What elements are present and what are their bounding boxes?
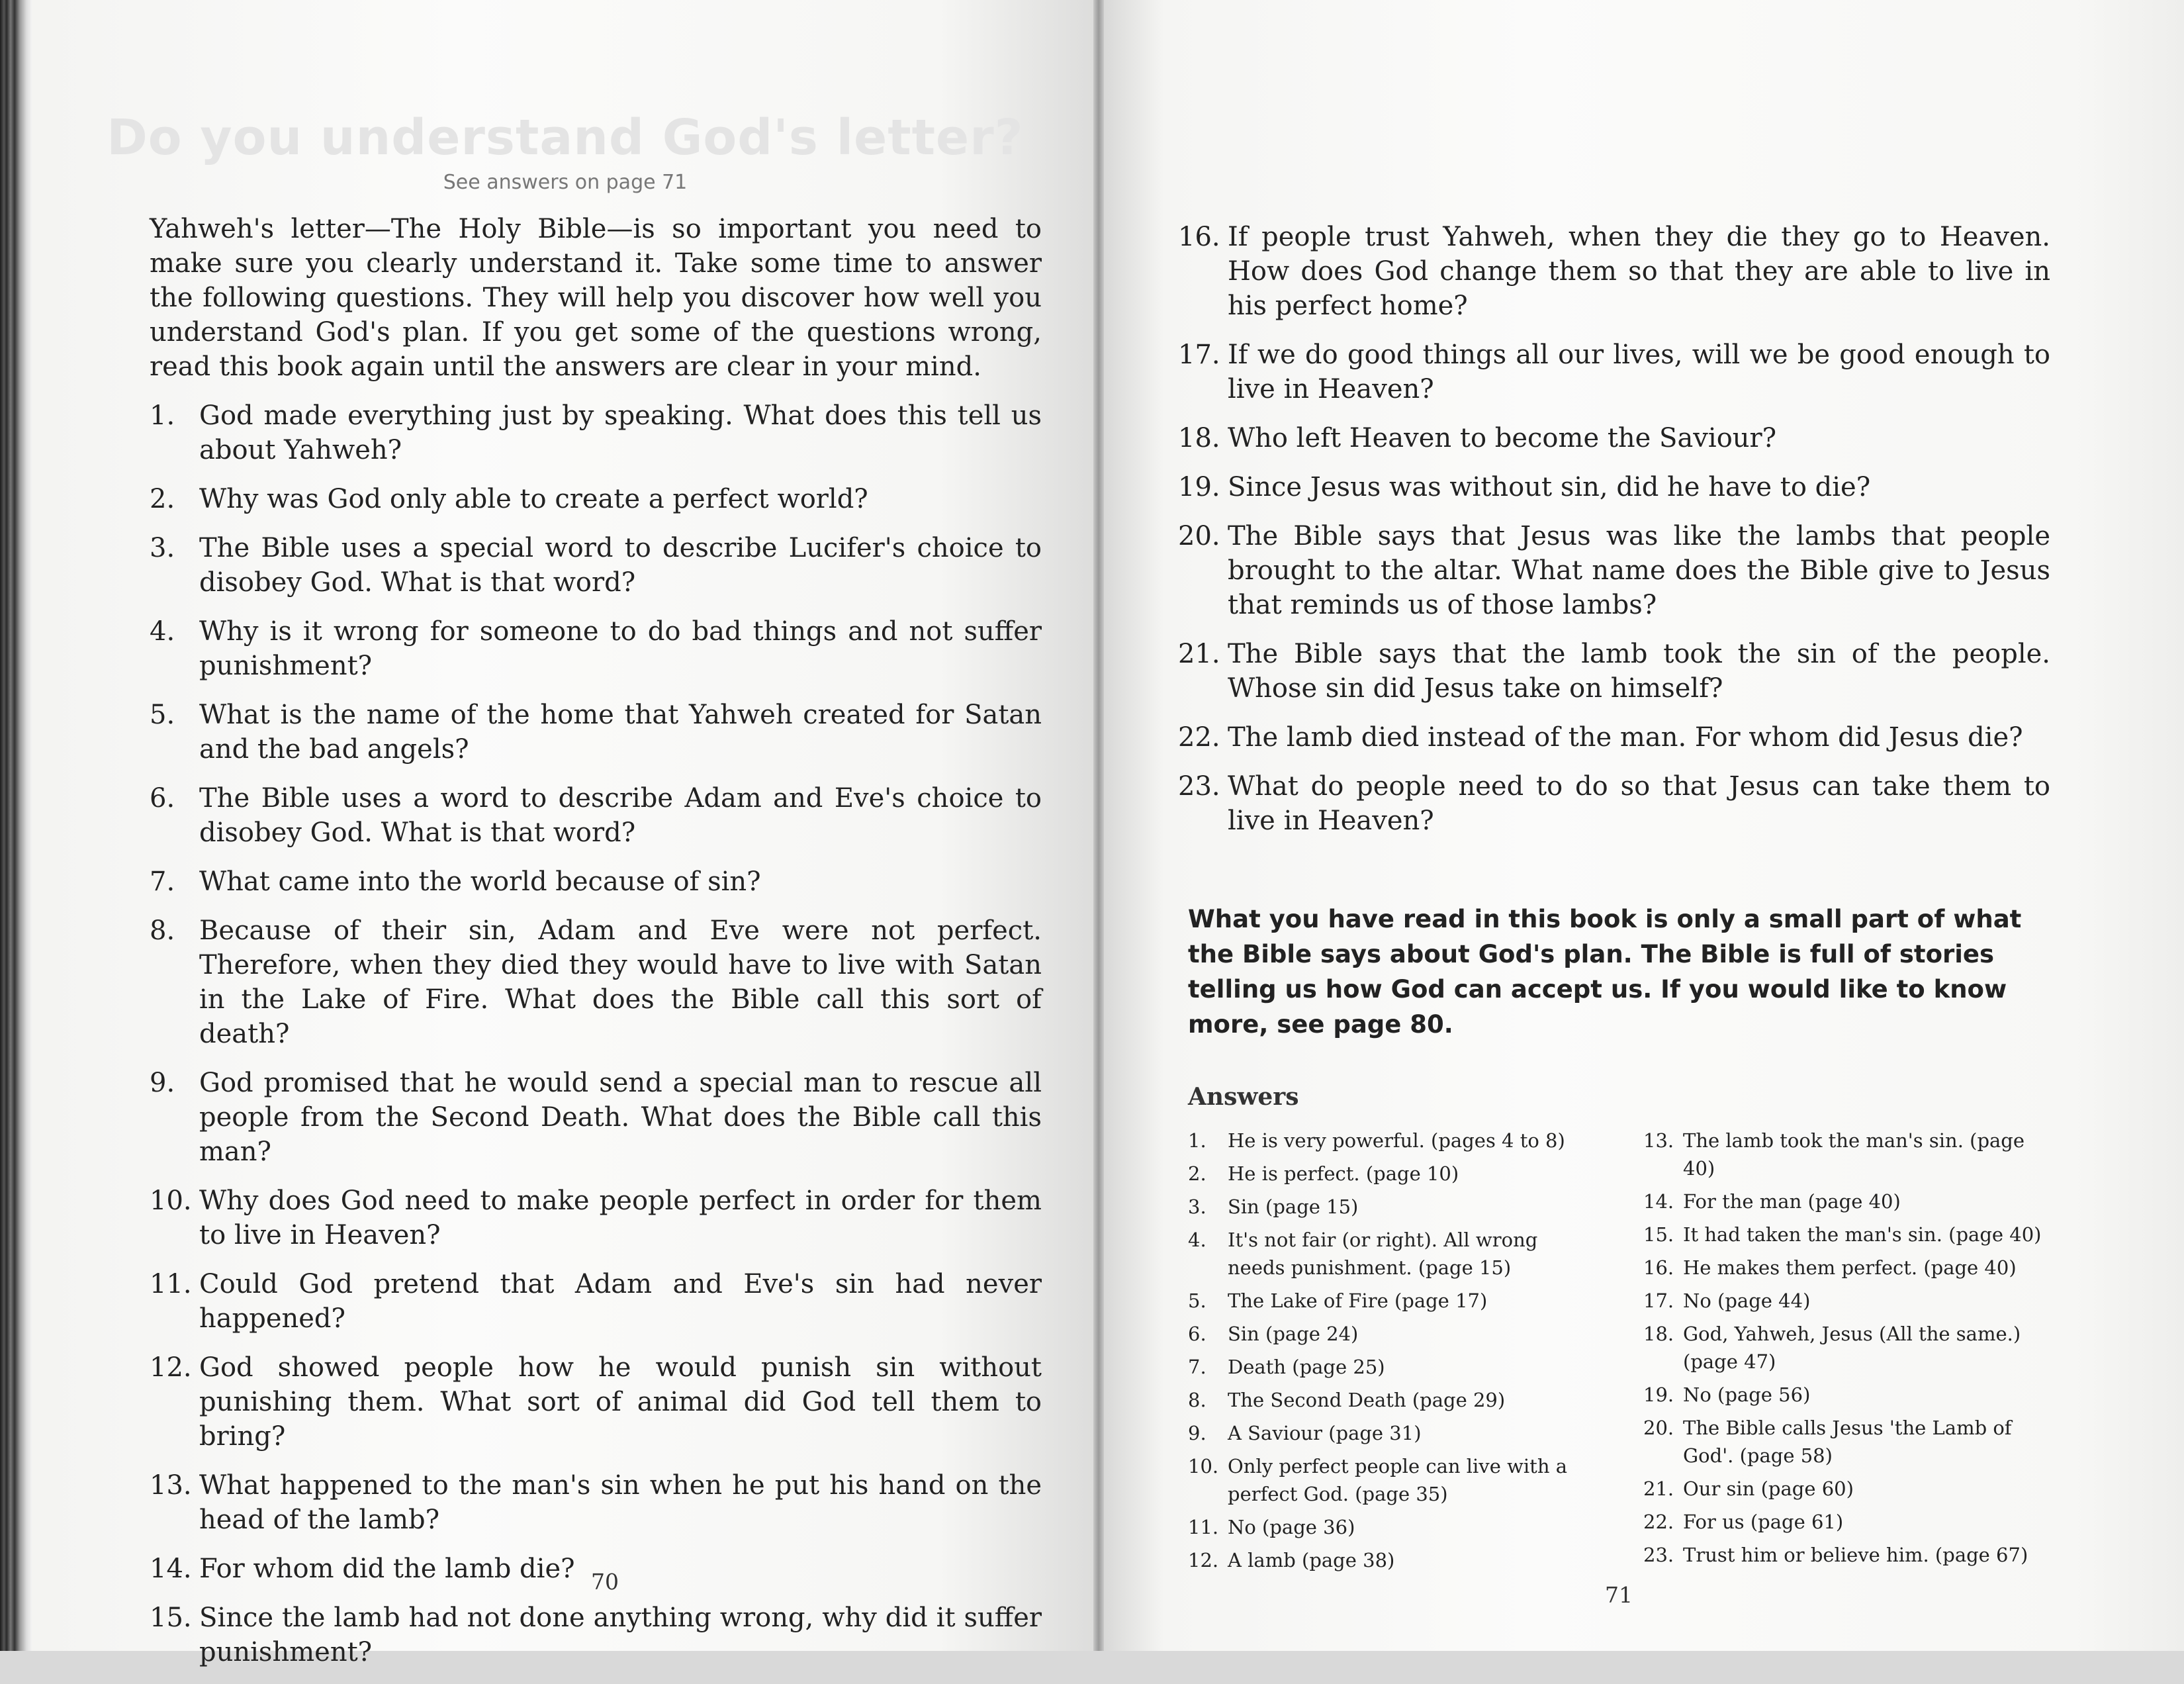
answer-number: 2. xyxy=(1188,1162,1206,1185)
answer-number: 8. xyxy=(1188,1389,1206,1411)
question-text: Since the lamb had not done anything wrong, why did it suffer punishment? xyxy=(199,1603,1042,1667)
answer-text: He is perfect. (page 10) xyxy=(1228,1162,1459,1185)
book-gutter xyxy=(1093,0,1104,1651)
page-subtitle: See answers on page 71 xyxy=(443,171,688,194)
answer-item xyxy=(1643,1127,2054,1182)
answer-item xyxy=(1188,1546,1598,1574)
question-text: What came into the world because of sin? xyxy=(199,866,761,897)
answer-text: Trust him or believe him. (page 67) xyxy=(1683,1544,2028,1566)
question-number: 8. xyxy=(150,915,175,946)
answer-item xyxy=(1188,1386,1598,1414)
answer-item xyxy=(1643,1381,2054,1409)
answer-number: 10. xyxy=(1188,1455,1219,1477)
answers-heading: Answers xyxy=(1188,1083,1299,1111)
question-text: Who left Heaven to become the Saviour? xyxy=(1228,423,1777,453)
answer-number: 6. xyxy=(1188,1323,1206,1345)
answer-number: 17. xyxy=(1643,1289,1674,1312)
question-text: The Bible says that the lamb took the sin of the people. Whose sin did Jesus take on himself? xyxy=(1228,639,2050,704)
answer-text: Sin (page 15) xyxy=(1228,1195,1359,1218)
page-number: 70 xyxy=(591,1569,619,1595)
answer-number: 13. xyxy=(1643,1129,1674,1152)
answer-number: 22. xyxy=(1643,1511,1674,1533)
question-number: 21. xyxy=(1178,639,1220,669)
page-title: Do you understand God's letter? xyxy=(107,109,1024,166)
answer-number: 14. xyxy=(1643,1190,1674,1213)
answer-text: God, Yahweh, Jesus (All the same.) (page 47) xyxy=(1683,1323,2021,1373)
question-text: What happened to the man's sin when he put his hand on the head of the lamb? xyxy=(199,1470,1042,1535)
question-item xyxy=(150,1184,1042,1252)
question-number: 17. xyxy=(1178,340,1220,370)
answer-item xyxy=(1188,1419,1598,1447)
answer-number: 16. xyxy=(1643,1256,1674,1279)
answer-item xyxy=(1188,1287,1598,1315)
question-text: The lamb died instead of the man. For whom did Jesus die? xyxy=(1228,722,2023,753)
question-item xyxy=(1178,720,2050,755)
answer-text: The Second Death (page 29) xyxy=(1228,1389,1506,1411)
question-text: God showed people how he would punish sin without punishing them. What sort of animal did God tell them to bring? xyxy=(199,1352,1042,1452)
answer-text: Death (page 25) xyxy=(1228,1356,1385,1378)
question-item xyxy=(150,614,1042,683)
question-number: 23. xyxy=(1178,771,1220,802)
question-text: Why was God only able to create a perfect world? xyxy=(199,484,868,514)
question-item xyxy=(1178,470,2050,504)
question-item xyxy=(150,781,1042,850)
answer-item xyxy=(1188,1320,1598,1348)
question-item xyxy=(1178,220,2050,323)
answer-item xyxy=(1643,1254,2054,1282)
answer-text: Our sin (page 60) xyxy=(1683,1477,1854,1500)
question-item xyxy=(150,865,1042,899)
question-item xyxy=(150,913,1042,1051)
answer-number: 7. xyxy=(1188,1356,1206,1378)
question-number: 14. xyxy=(150,1554,192,1584)
answer-number: 3. xyxy=(1188,1195,1206,1218)
answer-number: 5. xyxy=(1188,1289,1206,1312)
question-number: 10. xyxy=(150,1186,192,1216)
question-text: Because of their sin, Adam and Eve were not perfect. Therefore, when they died they would have to live with Satan in the Lake of Fire. What does the Bible call this sort of death? xyxy=(199,915,1042,1049)
question-item xyxy=(150,1350,1042,1454)
question-text: Why is it wrong for someone to do bad things and not suffer punishment? xyxy=(199,616,1042,681)
answer-text: For the man (page 40) xyxy=(1683,1190,1901,1213)
question-item xyxy=(150,698,1042,767)
answer-item xyxy=(1643,1221,2054,1248)
question-text: The Bible uses a word to describe Adam and Eve's choice to disobey God. What is that word? xyxy=(199,783,1042,848)
question-text: Since Jesus was without sin, did he have to die? xyxy=(1228,472,1871,502)
answer-text: It had taken the man's sin. (page 40) xyxy=(1683,1223,2042,1246)
question-item xyxy=(150,482,1042,516)
question-item xyxy=(150,1468,1042,1537)
answer-item xyxy=(1643,1414,2054,1470)
question-number: 22. xyxy=(1178,722,1220,753)
answer-item xyxy=(1643,1541,2054,1569)
question-number: 5. xyxy=(150,700,175,730)
answer-item xyxy=(1643,1320,2054,1376)
question-text: The Bible uses a special word to describe Lucifer's choice to disobey God. What is that word? xyxy=(199,533,1042,598)
answer-item xyxy=(1643,1188,2054,1215)
answer-item xyxy=(1188,1353,1598,1381)
intro-paragraph: Yahweh's letter—The Holy Bible—is so important you need to make sure you clearly understand it. Take some time to answer the following questions. They will help you discover how well you understand God's plan. If you get some of the questions wrong, read this book again until the answers are clear in your mind. xyxy=(150,214,1042,382)
closing-paragraph: What you have read in this book is only a small part of what the Bible says about God's plan. The Bible is full of stories telling us how God can accept us. If you would like to know more, see page 80. xyxy=(1188,905,2022,1039)
question-text: God promised that he would send a special man to rescue all people from the Second Death. What does the Bible call this man? xyxy=(199,1068,1042,1167)
answer-number: 1. xyxy=(1188,1129,1206,1152)
question-text: What is the name of the home that Yahweh created for Satan and the bad angels? xyxy=(199,700,1042,765)
answer-item xyxy=(1188,1452,1598,1508)
question-item xyxy=(150,1066,1042,1169)
answer-number: 19. xyxy=(1643,1383,1674,1406)
answer-number: 4. xyxy=(1188,1229,1206,1251)
question-list-left xyxy=(150,398,1042,1684)
answer-text: No (page 56) xyxy=(1683,1383,1811,1406)
answer-item xyxy=(1643,1508,2054,1536)
question-text: God made everything just by speaking. What does this tell us about Yahweh? xyxy=(199,400,1042,465)
answer-text: No (page 36) xyxy=(1228,1516,1355,1538)
answer-item xyxy=(1188,1160,1598,1188)
answer-number: 9. xyxy=(1188,1422,1206,1444)
answer-text: A lamb (page 38) xyxy=(1228,1549,1395,1571)
answer-text: It's not fair (or right). All wrong needs punishment. (page 15) xyxy=(1228,1229,1538,1279)
question-text: If we do good things all our lives, will we be good enough to live in Heaven? xyxy=(1228,340,2050,404)
answer-text: Sin (page 24) xyxy=(1228,1323,1359,1345)
answer-item xyxy=(1643,1287,2054,1315)
question-number: 2. xyxy=(150,484,175,514)
answer-number: 20. xyxy=(1643,1417,1674,1439)
question-item xyxy=(150,398,1042,467)
question-item xyxy=(1178,637,2050,706)
question-item xyxy=(150,1267,1042,1336)
answer-item xyxy=(1188,1513,1598,1541)
question-number: 12. xyxy=(150,1352,192,1383)
book-edge xyxy=(0,0,32,1651)
page-number: 71 xyxy=(1605,1582,1633,1608)
answer-text: The Lake of Fire (page 17) xyxy=(1228,1289,1488,1312)
answer-number: 21. xyxy=(1643,1477,1674,1500)
question-number: 16. xyxy=(1178,222,1220,252)
answer-number: 12. xyxy=(1188,1549,1219,1571)
answer-text: For us (page 61) xyxy=(1683,1511,1844,1533)
question-number: 13. xyxy=(150,1470,192,1501)
answer-text: He makes them perfect. (page 40) xyxy=(1683,1256,2017,1279)
question-number: 6. xyxy=(150,783,175,814)
question-item xyxy=(150,531,1042,600)
question-text: Could God pretend that Adam and Eve's sin had never happened? xyxy=(199,1269,1042,1334)
answer-item xyxy=(1643,1475,2054,1503)
question-number: 1. xyxy=(150,400,175,431)
answer-number: 23. xyxy=(1643,1544,1674,1566)
question-text: The Bible says that Jesus was like the lambs that people brought to the altar. What name does the Bible give to Jesus that reminds us of those lambs? xyxy=(1228,521,2050,620)
answers-column-2 xyxy=(1643,1127,2054,1574)
answer-number: 11. xyxy=(1188,1516,1219,1538)
answer-item xyxy=(1188,1226,1598,1282)
answer-text: The Bible calls Jesus 'the Lamb of God'. (page 58) xyxy=(1683,1417,2012,1467)
answers-column-1 xyxy=(1188,1127,1598,1579)
question-text: Why does God need to make people perfect in order for them to live in Heaven? xyxy=(199,1186,1042,1250)
answer-text: A Saviour (page 31) xyxy=(1228,1422,1422,1444)
question-number: 15. xyxy=(150,1603,192,1633)
question-item xyxy=(1178,421,2050,455)
question-number: 3. xyxy=(150,533,175,563)
question-number: 19. xyxy=(1178,472,1220,502)
answer-text: He is very powerful. (pages 4 to 8) xyxy=(1228,1129,1565,1152)
question-text: For whom did the lamb die? xyxy=(199,1554,575,1584)
answer-item xyxy=(1188,1193,1598,1221)
question-number: 4. xyxy=(150,616,175,647)
question-text: What do people need to do so that Jesus can take them to live in Heaven? xyxy=(1228,771,2050,836)
answer-text: Only perfect people can live with a perfect God. (page 35) xyxy=(1228,1455,1568,1505)
question-number: 18. xyxy=(1178,423,1220,453)
answer-number: 18. xyxy=(1643,1323,1674,1345)
question-number: 7. xyxy=(150,866,175,897)
question-item xyxy=(150,1601,1042,1669)
question-text: If people trust Yahweh, when they die they go to Heaven. How does God change them so that they are able to live in his perfect home? xyxy=(1228,222,2050,321)
answer-number: 15. xyxy=(1643,1223,1674,1246)
question-item xyxy=(1178,338,2050,406)
question-number: 9. xyxy=(150,1068,175,1098)
question-number: 11. xyxy=(150,1269,192,1299)
answer-text: The lamb took the man's sin. (page 40) xyxy=(1683,1129,2025,1180)
question-list-right xyxy=(1178,220,2050,853)
question-number: 20. xyxy=(1178,521,1220,551)
question-item xyxy=(1178,519,2050,622)
left-page xyxy=(32,0,1099,1667)
answer-text: No (page 44) xyxy=(1683,1289,1811,1312)
answer-item xyxy=(1188,1127,1598,1154)
question-item xyxy=(1178,769,2050,838)
